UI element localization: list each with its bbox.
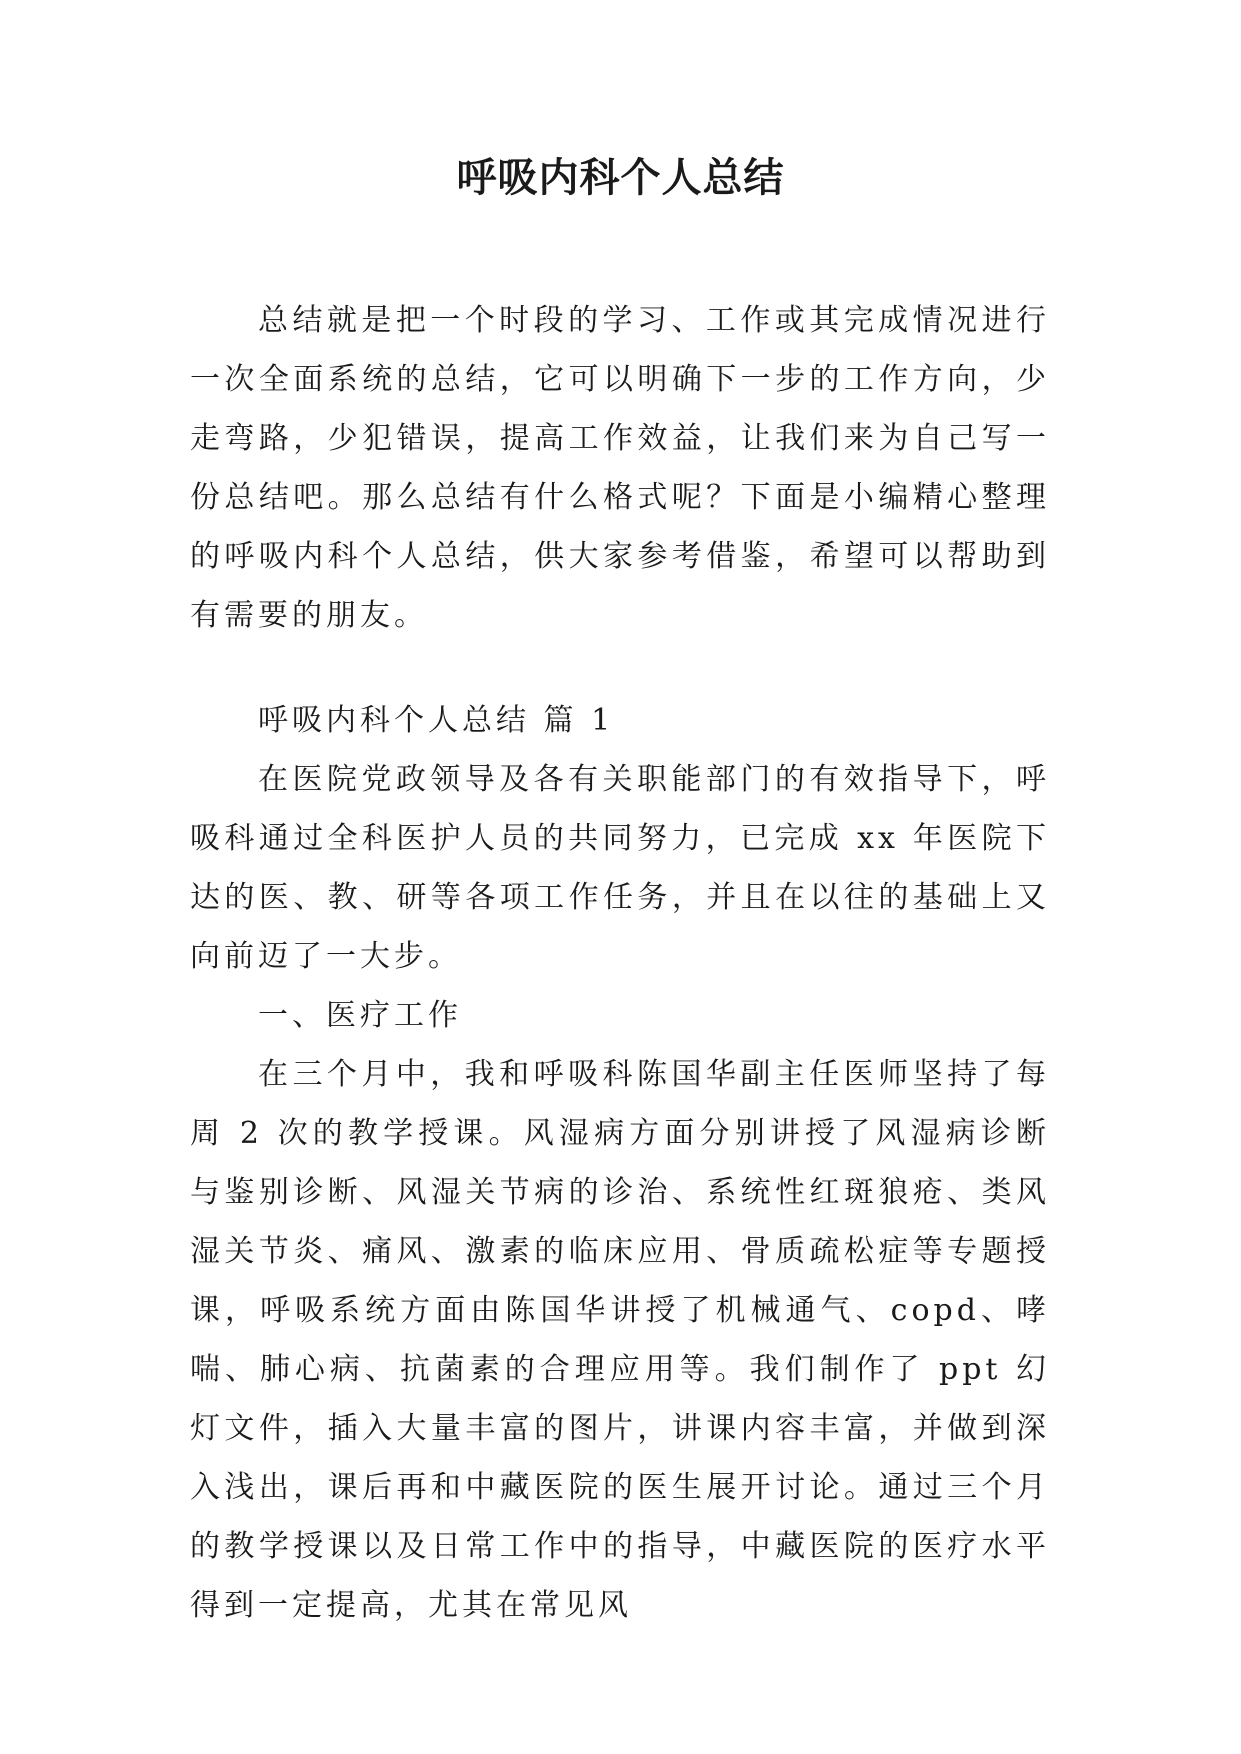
intro-paragraph: 总结就是把一个时段的学习、工作或其完成情况进行一次全面系统的总结，它可以明确下一步的工作方向，少走弯路，少犯错误，提高工作效益，让我们来为自己写一份总结吧。那么总结有什么格式呢？下面是小编精心整理的呼吸内科个人总结，供大家参考借鉴，希望可以帮助到有需要的朋友。: [190, 303, 1050, 633]
body-paragraph: 在医院党政领导及各有关职能部门的有效指导下，呼吸科通过全科医护人员的共同努力，已完成 xx 年医院下达的医、教、研等各项工作任务，并且在以往的基础上又向前迈了一大步。: [190, 762, 1050, 974]
subheading-medical-work: 一、医疗工作: [258, 998, 462, 1033]
section-heading: 呼吸内科个人总结 篇 1: [258, 703, 615, 738]
section-1: [190, 691, 1050, 1635]
document-title: 呼吸内科个人总结: [456, 154, 785, 201]
body-paragraph: 在三个月中，我和呼吸科陈国华副主任医师坚持了每周 2 次的教学授课。风湿病方面分别讲授了风湿病诊断与鉴别诊断、风湿关节病的诊治、系统性红斑狼疮、类风湿关节炎、痛风、激素的临床应用、骨质疏松症等专题授课，呼吸系统方面由陈国华讲授了机械通气、copd、哮喘、肺心病、抗菌素的合理应用等。我们制作了 ppt 幻灯文件，插入大量丰富的图片，讲课内容丰富，并做到深入浅出，课后再和中藏医院的医生展开讨论。通过三个月的教学授课以及日常工作中的指导，中藏医院的医疗水平得到一定提高，尤其在常见风: [190, 1057, 1050, 1623]
